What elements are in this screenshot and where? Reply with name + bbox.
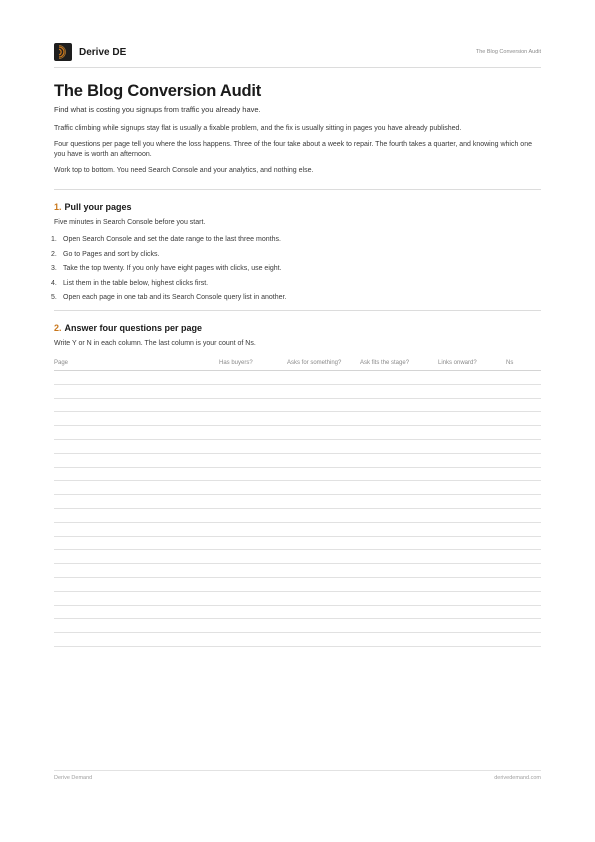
table-row bbox=[54, 509, 541, 523]
table-header bbox=[54, 359, 541, 371]
step-number: 4. bbox=[51, 279, 57, 287]
section-divider bbox=[54, 189, 541, 190]
table-row bbox=[54, 426, 541, 440]
header-divider bbox=[54, 67, 541, 68]
table-row bbox=[54, 468, 541, 482]
footer-left: Derive Demand bbox=[54, 775, 93, 781]
table-row bbox=[54, 606, 541, 620]
section-1-heading bbox=[54, 201, 541, 213]
table-row bbox=[54, 481, 541, 495]
column-header-page: Page bbox=[54, 360, 69, 366]
step-text: Open Search Console and set the date range to the last three months. bbox=[63, 236, 281, 243]
section-2-heading bbox=[54, 322, 541, 334]
table-row bbox=[54, 440, 541, 454]
column-header-links: Links onward? bbox=[438, 360, 477, 366]
section-2-number: 2. bbox=[54, 323, 62, 333]
step-number: 1. bbox=[51, 236, 57, 243]
steps-list bbox=[51, 235, 538, 302]
column-header-ask-fits: Ask fits the stage? bbox=[360, 360, 410, 366]
page-title: The Blog Conversion Audit bbox=[54, 82, 262, 100]
list-item bbox=[51, 250, 538, 259]
list-item bbox=[51, 279, 538, 288]
table-row bbox=[54, 564, 541, 578]
step-text: Go to Pages and sort by clicks. bbox=[63, 250, 160, 258]
column-header-ns: Ns bbox=[506, 360, 514, 366]
table-row bbox=[54, 495, 541, 509]
table-row bbox=[54, 592, 541, 606]
table-row bbox=[54, 523, 541, 537]
derive-logo-icon bbox=[54, 43, 72, 61]
page bbox=[51, 40, 541, 647]
intro-paragraph: Four questions per page tell you where the loss happens. Three of the four take about a week to repair. The fourth takes a quarter, and knowing which one you have is worth an afternoon. bbox=[54, 141, 532, 158]
step-text: Take the top twenty. If you only have eight pages with clicks, use eight. bbox=[63, 265, 282, 272]
page-subtitle: Find what is costing you signups from traffic you already have. bbox=[54, 105, 261, 114]
table-row bbox=[54, 412, 541, 426]
footer bbox=[54, 770, 541, 781]
table-row bbox=[54, 619, 541, 633]
audit-table bbox=[54, 359, 541, 647]
column-header-has-buyers: Has buyers? bbox=[219, 360, 253, 366]
section-2-title: Answer four questions per page bbox=[64, 323, 203, 333]
brand-name: Derive DE bbox=[79, 46, 127, 58]
section-1-number: 1. bbox=[54, 202, 62, 212]
step-number: 3. bbox=[51, 265, 57, 272]
table-row bbox=[54, 550, 541, 564]
table-body bbox=[54, 371, 541, 647]
section-2-subtitle: Write Y or N in each column. The last column is your count of Ns. bbox=[54, 340, 256, 347]
header bbox=[54, 40, 541, 64]
table-row bbox=[54, 578, 541, 592]
table-row bbox=[54, 385, 541, 399]
step-text: Open each page in one tab and its Search Console query list in another. bbox=[63, 294, 287, 301]
step-number: 5. bbox=[51, 294, 57, 301]
table-row bbox=[54, 633, 541, 647]
step-text: List them in the table below, highest clicks first. bbox=[63, 279, 209, 287]
footer-right: derivedemand.com bbox=[494, 775, 541, 781]
step-number: 2. bbox=[51, 250, 57, 258]
document-label: The Blog Conversion Audit bbox=[475, 49, 541, 55]
table-row bbox=[54, 399, 541, 413]
section-1-subtitle: Five minutes in Search Console before you start. bbox=[54, 219, 206, 226]
list-item bbox=[51, 264, 538, 273]
section-1-title: Pull your pages bbox=[64, 202, 132, 212]
intro-paragraph: Work top to bottom. You need Search Console and your analytics, and nothing else. bbox=[54, 167, 314, 174]
list-item bbox=[51, 235, 538, 244]
table-row bbox=[54, 454, 541, 468]
section-divider bbox=[54, 310, 541, 311]
list-item bbox=[51, 293, 538, 302]
table-row bbox=[54, 537, 541, 551]
brand bbox=[54, 43, 126, 61]
intro-paragraph: Traffic climbing while signups stay flat is usually a fixable problem, and the fix is usually sitting in pages you have already published. bbox=[54, 125, 462, 132]
column-header-asks: Asks for something? bbox=[287, 360, 342, 366]
table-row bbox=[54, 371, 541, 385]
